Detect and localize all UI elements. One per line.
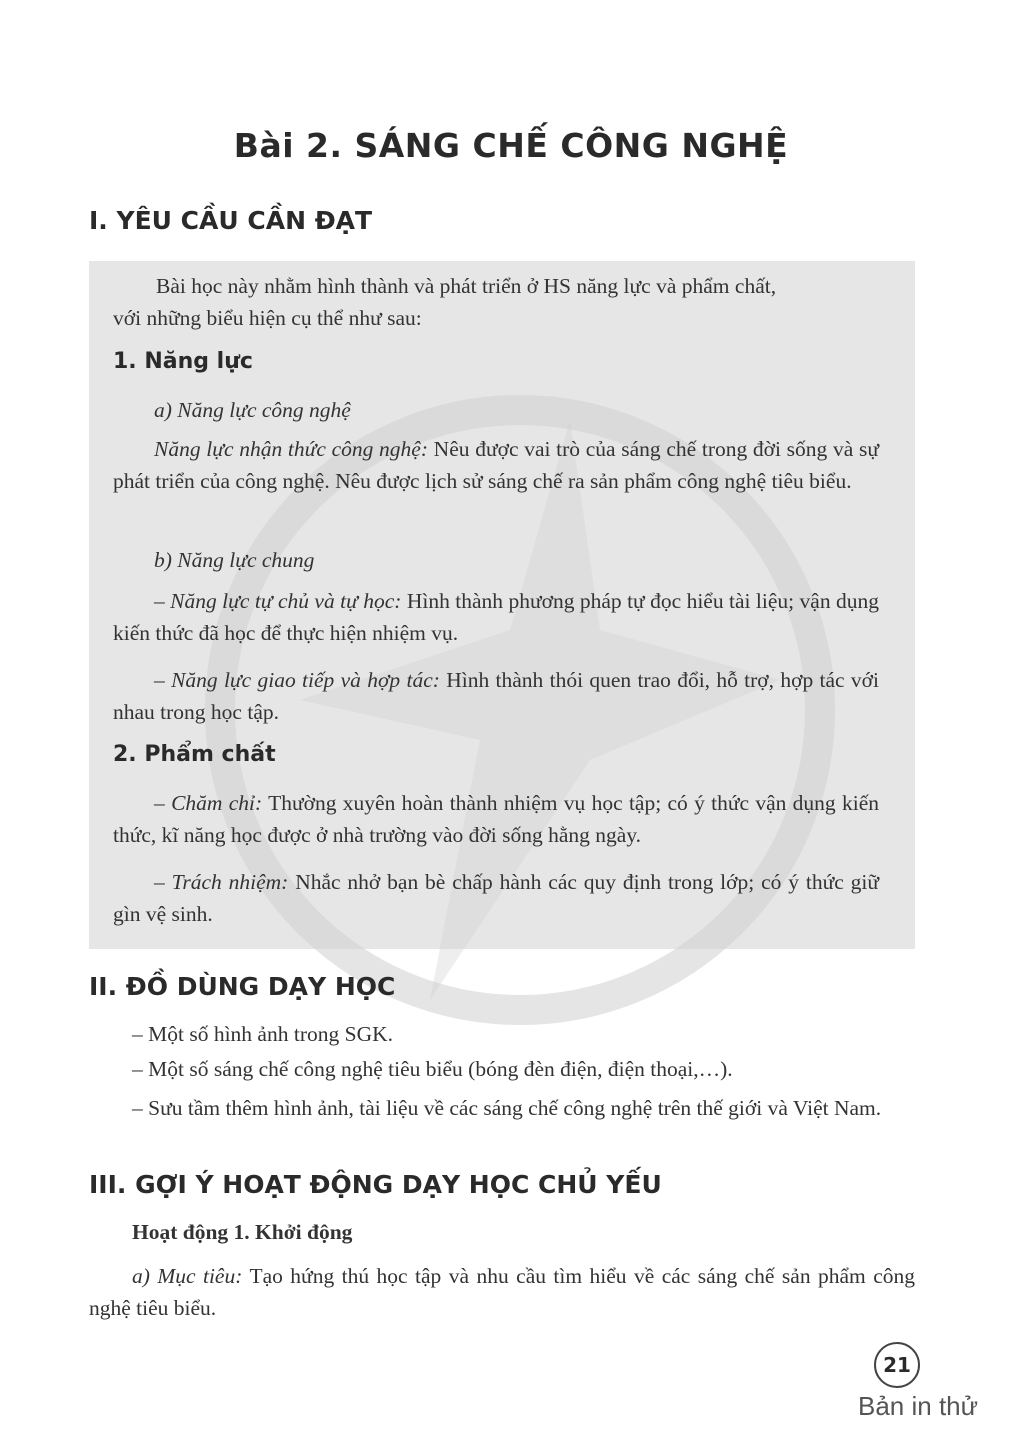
dash: – (154, 870, 172, 894)
intro-line-1: Bài học này nhằm hình thành và phát triển ở HS năng lực và phẩm chất, (156, 274, 777, 298)
subsection-a-label: a) Năng lực công nghệ (154, 398, 351, 422)
term-text: Tạo hứng thú học tập và nhu cầu tìm hiểu về các sáng chế sản phẩm công nghệ tiêu biểu. (89, 1264, 915, 1320)
subheading-competence: 1. Năng lực (113, 349, 253, 374)
materials-item-2: – Một số sáng chế công nghệ tiêu biểu (bóng đèn điện, điện thoại,…). (132, 1057, 733, 1081)
term-label: Chăm chỉ: (171, 791, 263, 815)
page-number: 21 (874, 1342, 920, 1388)
term-text: Hình thành phương pháp tự đọc hiểu tài liệu; vận dụng kiến thức đã học để thực hiện nhiệm vụ. (113, 589, 880, 645)
lesson-title: Bài 2. SÁNG CHẾ CÔNG NGHỆ (233, 126, 789, 165)
section-heading-teaching-activities: III. GỢI Ý HOẠT ĐỘNG DẠY HỌC CHỦ YẾU (89, 1170, 662, 1199)
intro-line-2: với những biểu hiện cụ thể như sau: (113, 306, 422, 330)
materials-item-1: – Một số hình ảnh trong SGK. (132, 1022, 393, 1046)
term-label: Trách nhiệm: (171, 870, 289, 894)
term-label: Năng lực tự chủ và tự học: (170, 589, 402, 613)
section-heading-teaching-materials: II. ĐỒ DÙNG DẠY HỌC (89, 972, 396, 1001)
dash: – (154, 791, 172, 815)
paragraph-activity-goal (89, 1260, 915, 1324)
paragraph-self-learning (113, 585, 879, 649)
paragraph-diligence (113, 787, 879, 851)
term-text: Nêu được vai trò của sáng chế trong đời sống và sự phát triển của công nghệ. Nêu được lịch sử sáng chế ra sản phẩm công nghệ tiêu biểu. (113, 437, 879, 493)
term-label: Năng lực nhận thức công nghệ: (154, 437, 428, 461)
term-text: Hình thành thói quen trao đổi, hỗ trợ, hợp tác với nhau trong học tập. (113, 668, 879, 724)
materials-item-3: – Sưu tầm thêm hình ảnh, tài liệu về các sáng chế công nghệ trên thế giới và Việt Nam. (132, 1096, 882, 1120)
dash: – (154, 668, 172, 692)
subsection-b-label: b) Năng lực chung (154, 548, 315, 572)
term-text: Thường xuyên hoàn thành nhiệm vụ học tập; có ý thức vận dụng kiến thức, kĩ năng học được ở nhà trường vào đời sống hằng ngày. (113, 791, 880, 847)
term-label: a) Mục tiêu: (132, 1264, 243, 1288)
section-heading-requirements: I. YÊU CẦU CẦN ĐẠT (89, 206, 373, 235)
term-text: Nhắc nhở bạn bè chấp hành các quy định trong lớp; có ý thức giữ gìn vệ sinh. (113, 870, 880, 926)
subheading-qualities: 2. Phẩm chất (113, 742, 276, 767)
dash: – (154, 589, 171, 613)
term-label: Năng lực giao tiếp và hợp tác: (171, 668, 440, 692)
activity-title: Hoạt động 1. Khởi động (132, 1220, 353, 1244)
paragraph-communication (113, 664, 879, 728)
draft-print-label: Bản in thử (858, 1391, 979, 1421)
paragraph-responsibility (113, 866, 879, 930)
paragraph-technology-awareness (113, 433, 879, 497)
